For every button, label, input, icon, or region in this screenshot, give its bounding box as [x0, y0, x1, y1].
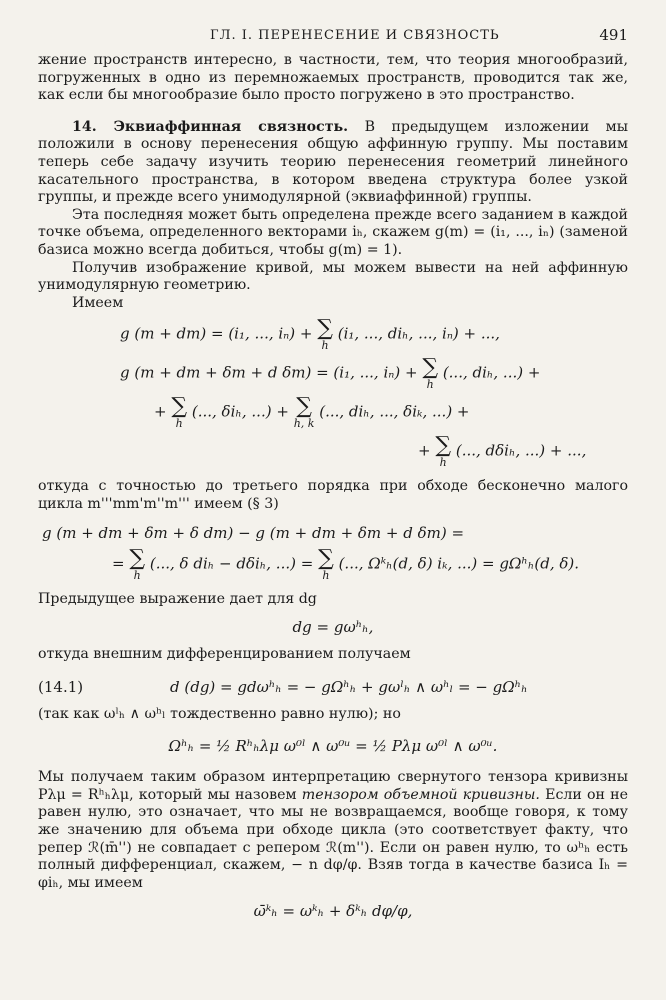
section-intro: В предыдущем изложении мы положили в основу перенесения общую аффинную группу. Мы поставим теперь себе задачу изучить теорию перенесения геометрий линейного касательного пространства, в котором введена структура более узкой группы, и прежде всего унимодулярной (эквиаффинной) группы. — [38, 118, 629, 206]
section-heading: 14. Эквиаффинная связность. — [72, 118, 349, 135]
paragraph-curvature: Мы получаем таким образом интерпретацию свернутого тензора кривизны Pλμ = Rʰₕλμ, который мы назовем тензором объемной кривизны. Если он не равен нулю, это означает, что мы не возвращаемся, вообще говоря, к тому же значению для объема при обходе цикла (это соответствует факту, что репер ℛ(m̄'') не совпадает с репером ℛ(m''). Если он равен нулю, то ωʰₕ есть полный дифференциал, скажем, − n dφ/φ. Взяв тогда в качестве базиса Iₕ = φiₕ, мы имеем — [38, 769, 628, 891]
equation-number: (14.1) — [38, 677, 84, 696]
paragraph-curve: Получив изображение кривой, мы можем вывести на ней аффинную унимодулярную геометрию. — [38, 259, 628, 294]
sum-symbol: ∑ h — [129, 545, 146, 582]
paragraph-exterior: откуда внешним дифференцированием получаем — [38, 646, 411, 663]
sum-symbol: ∑ h — [318, 545, 334, 582]
sum-symbol: ∑ h, k — [293, 394, 315, 431]
book-page — [38, 22, 628, 992]
sum-symbol: ∑ h — [171, 394, 188, 431]
sum-symbol: ∑ h — [317, 316, 333, 353]
equation-4: + ∑ h (..., dδiₕ, ...) + ..., — [418, 433, 587, 470]
equation-10: ω̄ᵏₕ = ωᵏₕ + δᵏₕ dφ/φ, — [253, 902, 413, 921]
paragraph-imeem: Имеем — [72, 294, 124, 311]
running-header — [38, 22, 628, 52]
sum-symbol: ∑ h — [435, 433, 452, 470]
emphasis-term: тензором объемной кривизны. — [301, 786, 540, 803]
sum-symbol: ∑ h — [422, 355, 439, 392]
section-paragraph — [38, 119, 628, 207]
equation-1: g (m + dm) = (i₁, ..., iₙ) + ∑ h (i₁, ..., diₕ, ..., iₙ) + ..., — [120, 316, 500, 353]
equation-14-1: (14.1) d (dg) = gdωʰₕ = − gΩʰₕ + gωˡₕ ∧ ωʰₗ = − gΩʰₕ — [38, 677, 528, 696]
equation-7: dg = gωʰₕ, — [292, 618, 374, 637]
paragraph-volume: Эта последняя может быть определена прежде всего заданием в каждой точке объема, определенного векторами iₕ, скажем g(m) = (i₁, ..., iₙ) (заменой базиса можно всегда добиться, чтобы g(m) = 1). — [38, 206, 628, 258]
paragraph-since: (так как ωˡₕ ∧ ωʰₗ тождественно равно нулю); но — [38, 705, 401, 722]
equation-6: = ∑ h (..., δ diₕ − dδiₕ, ...) = ∑ h (..., Ωᵏₕ(d, δ) iₖ, ...) = gΩʰₕ(d, δ). — [112, 545, 580, 582]
equation-5: g (m + dm + δm + δ dm) − g (m + dm + δm + d δm) = — [42, 523, 465, 542]
paragraph-cycle: откуда с точностью до третьего порядка при обходе бесконечно малого цикла m'''mm'm''m''' имеем (§ 3) — [38, 478, 628, 512]
page-number: 491 — [599, 26, 628, 44]
equation-3: + ∑ h (..., δiₕ, ...) + ∑ h, k (..., diₕ, ..., δiₖ, ...) + — [154, 394, 470, 431]
paragraph-continuation: жение пространств интересно, в частности, тем, что теория многообразий, погруженных в одно из перемножаемых пространств, проводится так же, как если бы многообразие было просто погружено в это пространство. — [38, 52, 628, 104]
paragraph-dg: Предыдущее выражение дает для dg — [38, 590, 317, 607]
equation-9: Ωʰₕ = ½ Rʰₕλμ ω⁰ˡ ∧ ω⁰ᵘ = ½ Pλμ ω⁰ˡ ∧ ω⁰ᵘ. — [168, 737, 498, 756]
chapter-title: ГЛ. I. ПЕРЕНЕСЕНИЕ И СВЯЗНОСТЬ — [210, 28, 500, 43]
equation-2: g (m + dm + δm + d δm) = (i₁, ..., iₙ) + ∑ h (..., diₕ, ...) + — [120, 355, 541, 392]
